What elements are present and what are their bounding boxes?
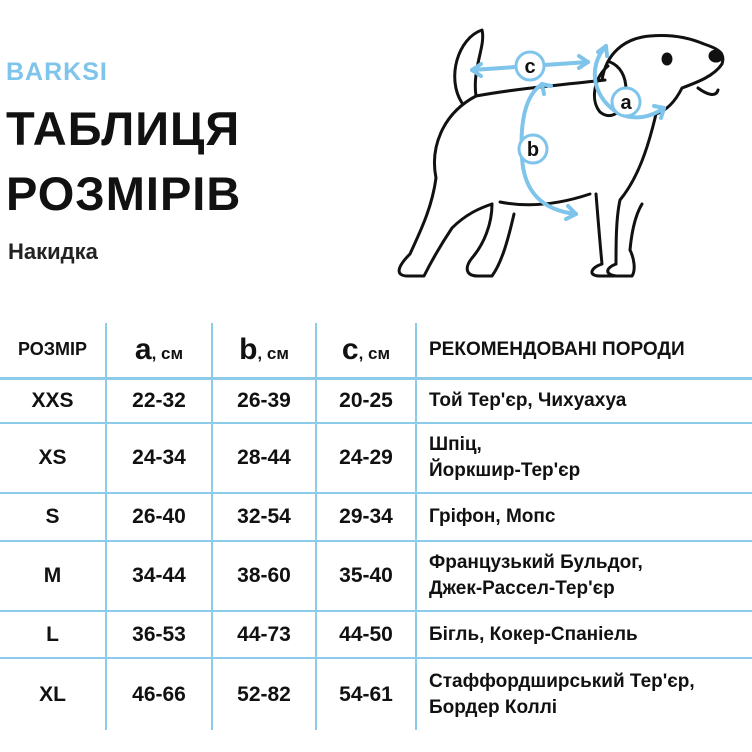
cell-c: 29-34 [316, 493, 416, 541]
table-header-row [0, 323, 752, 378]
cell-size: M [0, 541, 106, 611]
cell-c: 20-25 [316, 378, 416, 423]
page-title-line1: ТАБЛИЦЯ [6, 102, 241, 155]
table-row [0, 658, 752, 730]
brand-logo-text: BARKSI [6, 58, 108, 86]
cell-breeds: Той Тер'єр, Чихуахуа [416, 378, 752, 423]
cell-c: 44-50 [316, 611, 416, 658]
cell-b: 38-60 [212, 541, 316, 611]
cell-a: 36-53 [106, 611, 212, 658]
header-breeds: РЕКОМЕНДОВАНІ ПОРОДИ [416, 323, 752, 378]
measure-a-label: a [620, 92, 632, 114]
header-size: РОЗМІР [0, 323, 106, 378]
header-b: b, см [212, 323, 316, 378]
cell-breeds: Бігль, Кокер-Спаніель [416, 611, 752, 658]
cell-c: 35-40 [316, 541, 416, 611]
header-c: c, см [316, 323, 416, 378]
table-row [0, 378, 752, 423]
cell-breeds: Гріфон, Мопс [416, 493, 752, 541]
table-row [0, 611, 752, 658]
cell-c: 24-29 [316, 423, 416, 493]
cell-breeds: Шпіц, Йоркшир-Тер'єр [416, 423, 752, 493]
dog-measurement-illustration [380, 18, 745, 283]
cell-b: 52-82 [212, 658, 316, 730]
cell-size: XXS [0, 378, 106, 423]
cell-a: 46-66 [106, 658, 212, 730]
cell-size: XL [0, 658, 106, 730]
cell-breeds: Французький Бульдог, Джек-Рассел-Тер'єр [416, 541, 752, 611]
table-row [0, 493, 752, 541]
cell-a: 34-44 [106, 541, 212, 611]
measure-b-label: b [526, 139, 540, 161]
cell-a: 22-32 [106, 378, 212, 423]
table-row [0, 541, 752, 611]
table-row [0, 423, 752, 493]
cell-b: 32-54 [212, 493, 316, 541]
cell-a: 24-34 [106, 423, 212, 493]
cell-b: 26-39 [212, 378, 316, 423]
cell-b: 28-44 [212, 423, 316, 493]
product-subtitle: Накидка [8, 239, 98, 264]
cell-a: 26-40 [106, 493, 212, 541]
page-title-line2: РОЗМІРІВ [6, 167, 242, 220]
cell-c: 54-61 [316, 658, 416, 730]
cell-b: 44-73 [212, 611, 316, 658]
measure-c-label: c [524, 56, 536, 78]
cell-size: XS [0, 423, 106, 493]
cell-size: L [0, 611, 106, 658]
size-table [0, 323, 752, 730]
cell-breeds: Стаффордширський Тер'єр, Бордер Коллі [429, 670, 695, 718]
cell-size: S [0, 493, 106, 541]
header-a: a, см [106, 323, 212, 378]
